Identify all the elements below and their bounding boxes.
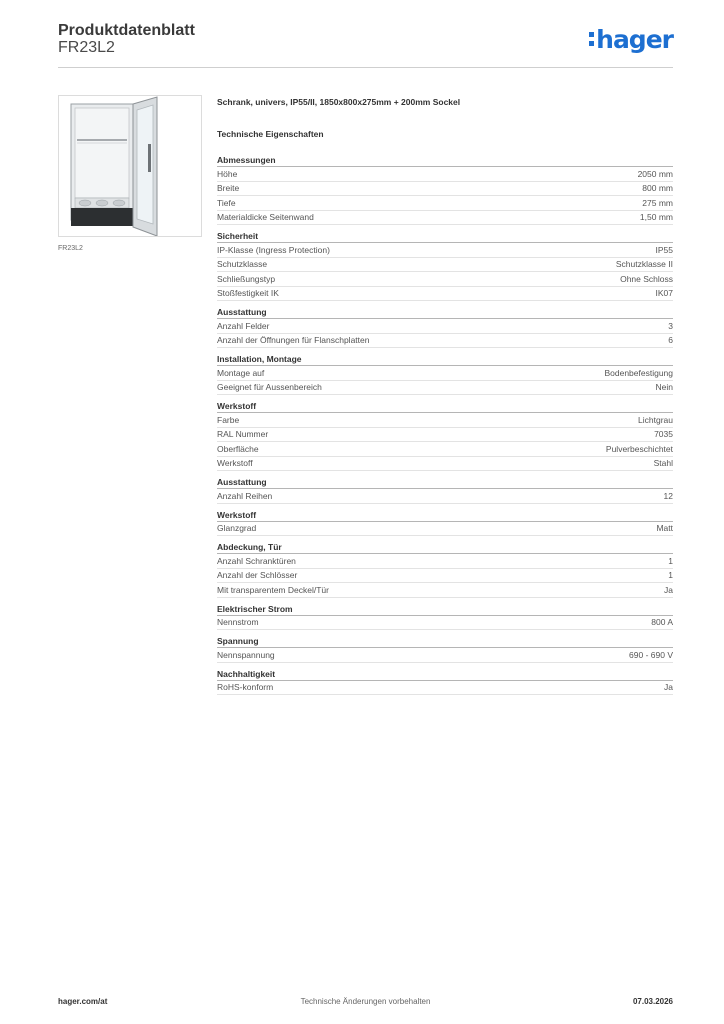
spec-row (217, 681, 673, 696)
spec-label: RAL Nummer (217, 429, 269, 440)
spec-section (217, 307, 673, 348)
spec-row (217, 167, 673, 182)
spec-value: 1 (668, 555, 673, 566)
spec-value: Matt (656, 523, 673, 534)
spec-value: Bodenbefestigung (604, 367, 673, 378)
spec-label: Glanzgrad (217, 523, 257, 534)
spec-value: Schutzklasse II (615, 259, 673, 270)
spec-value: Ja (664, 584, 673, 595)
product-details (217, 95, 673, 695)
spec-row (217, 287, 673, 302)
spec-row (217, 319, 673, 334)
spec-row (217, 413, 673, 428)
spec-value: 800 mm (642, 183, 673, 194)
spec-label: Tiefe (217, 197, 236, 208)
spec-row (217, 258, 673, 273)
section-title: Werkstoff (217, 510, 673, 522)
spec-value: Stahl (653, 458, 673, 469)
spec-row (217, 334, 673, 349)
cabinet-image (59, 96, 201, 236)
spec-label: Werkstoff (217, 458, 253, 469)
spec-row (217, 583, 673, 598)
spec-row (217, 211, 673, 226)
spec-label: Montage auf (217, 367, 265, 378)
spec-section (217, 477, 673, 504)
section-title: Installation, Montage (217, 354, 673, 366)
spec-sections (217, 155, 673, 695)
spec-label: Anzahl der Öffnungen für Flanschplatten (217, 335, 370, 346)
section-title: Abmessungen (217, 155, 673, 167)
spec-label: Breite (217, 183, 240, 194)
spec-section (217, 401, 673, 471)
section-title: Werkstoff (217, 401, 673, 413)
spec-row (217, 522, 673, 537)
spec-value: Lichtgrau (638, 414, 673, 425)
spec-value: 3 (668, 320, 673, 331)
spec-row (217, 272, 673, 287)
image-caption: FR23L2 (58, 245, 83, 252)
spec-row (217, 489, 673, 504)
spec-value: IK07 (655, 288, 673, 299)
spec-row (217, 616, 673, 631)
product-description: Schrank, univers, IP55/II, 1850x800x275mm + 200mm Sockel (217, 97, 461, 107)
spec-section (217, 636, 673, 663)
spec-section (217, 155, 673, 225)
spec-row (217, 428, 673, 443)
spec-label: Anzahl Felder (217, 320, 270, 331)
section-title: Sicherheit (217, 231, 673, 243)
page-footer (58, 997, 673, 1011)
logo-dots-icon (589, 32, 594, 46)
spec-value: IP55 (655, 244, 673, 255)
spec-value: 1 (668, 570, 673, 581)
spec-label: Schutzklasse (217, 259, 268, 270)
spec-value: 690 - 690 V (629, 649, 673, 660)
spec-label: Schließungstyp (217, 273, 276, 284)
footer-date: 07.03.2026 (632, 997, 673, 1006)
spec-section (217, 510, 673, 537)
spec-label: Nennstrom (217, 617, 259, 628)
spec-label: Anzahl der Schlösser (217, 570, 298, 581)
spec-section (217, 231, 673, 301)
spec-row (217, 648, 673, 663)
spec-label: Materialdicke Seitenwand (217, 212, 314, 223)
page-header (58, 20, 673, 68)
spec-row (217, 381, 673, 396)
section-title: Abdeckung, Tür (217, 542, 673, 554)
product-code: FR23L2 (58, 39, 115, 56)
page-title: Produktdatenblatt (58, 22, 195, 39)
spec-value: 12 (663, 490, 673, 501)
spec-label: RoHS-konform (217, 682, 274, 693)
logo-text: hager (596, 24, 673, 54)
spec-section (217, 669, 673, 696)
spec-value: 1,50 mm (639, 212, 673, 223)
tech-properties-heading: Technische Eigenschaften (217, 129, 324, 139)
spec-value: Pulverbeschichtet (605, 443, 673, 454)
spec-row (217, 457, 673, 472)
spec-section (217, 354, 673, 395)
spec-section (217, 542, 673, 598)
product-image (58, 95, 202, 237)
spec-value: 2050 mm (637, 168, 673, 179)
section-title: Elektrischer Strom (217, 604, 673, 616)
hager-logo (589, 24, 673, 54)
section-title: Ausstattung (217, 477, 673, 489)
spec-value: 7035 (654, 429, 673, 440)
spec-value: 6 (668, 335, 673, 346)
spec-value: 275 mm (642, 197, 673, 208)
spec-row (217, 569, 673, 584)
spec-row (217, 366, 673, 381)
spec-row (217, 196, 673, 211)
spec-label: Farbe (217, 414, 240, 425)
spec-value: Ja (664, 682, 673, 693)
section-title: Ausstattung (217, 307, 673, 319)
footer-website[interactable]: hager.com/at (58, 997, 108, 1006)
spec-section (217, 604, 673, 631)
spec-label: IP-Klasse (Ingress Protection) (217, 244, 330, 255)
spec-row (217, 243, 673, 258)
section-title: Spannung (217, 636, 673, 648)
spec-value: 800 A (651, 617, 673, 628)
spec-label: Geeignet für Aussenbereich (217, 382, 322, 393)
spec-label: Nennspannung (217, 649, 275, 660)
spec-label: Anzahl Schranktüren (217, 555, 296, 566)
spec-value: Nein (655, 382, 673, 393)
spec-label: Stoßfestigkeit IK (217, 288, 279, 299)
spec-label: Oberfläche (217, 443, 259, 454)
spec-label: Anzahl Reihen (217, 490, 273, 501)
spec-row (217, 442, 673, 457)
spec-label: Höhe (217, 168, 238, 179)
spec-row (217, 554, 673, 569)
spec-value: Ohne Schloss (620, 273, 673, 284)
spec-label: Mit transparentem Deckel/Tür (217, 584, 329, 595)
spec-row (217, 182, 673, 197)
section-title: Nachhaltigkeit (217, 669, 673, 681)
footer-note: Technische Änderungen vorbehalten (300, 997, 431, 1006)
